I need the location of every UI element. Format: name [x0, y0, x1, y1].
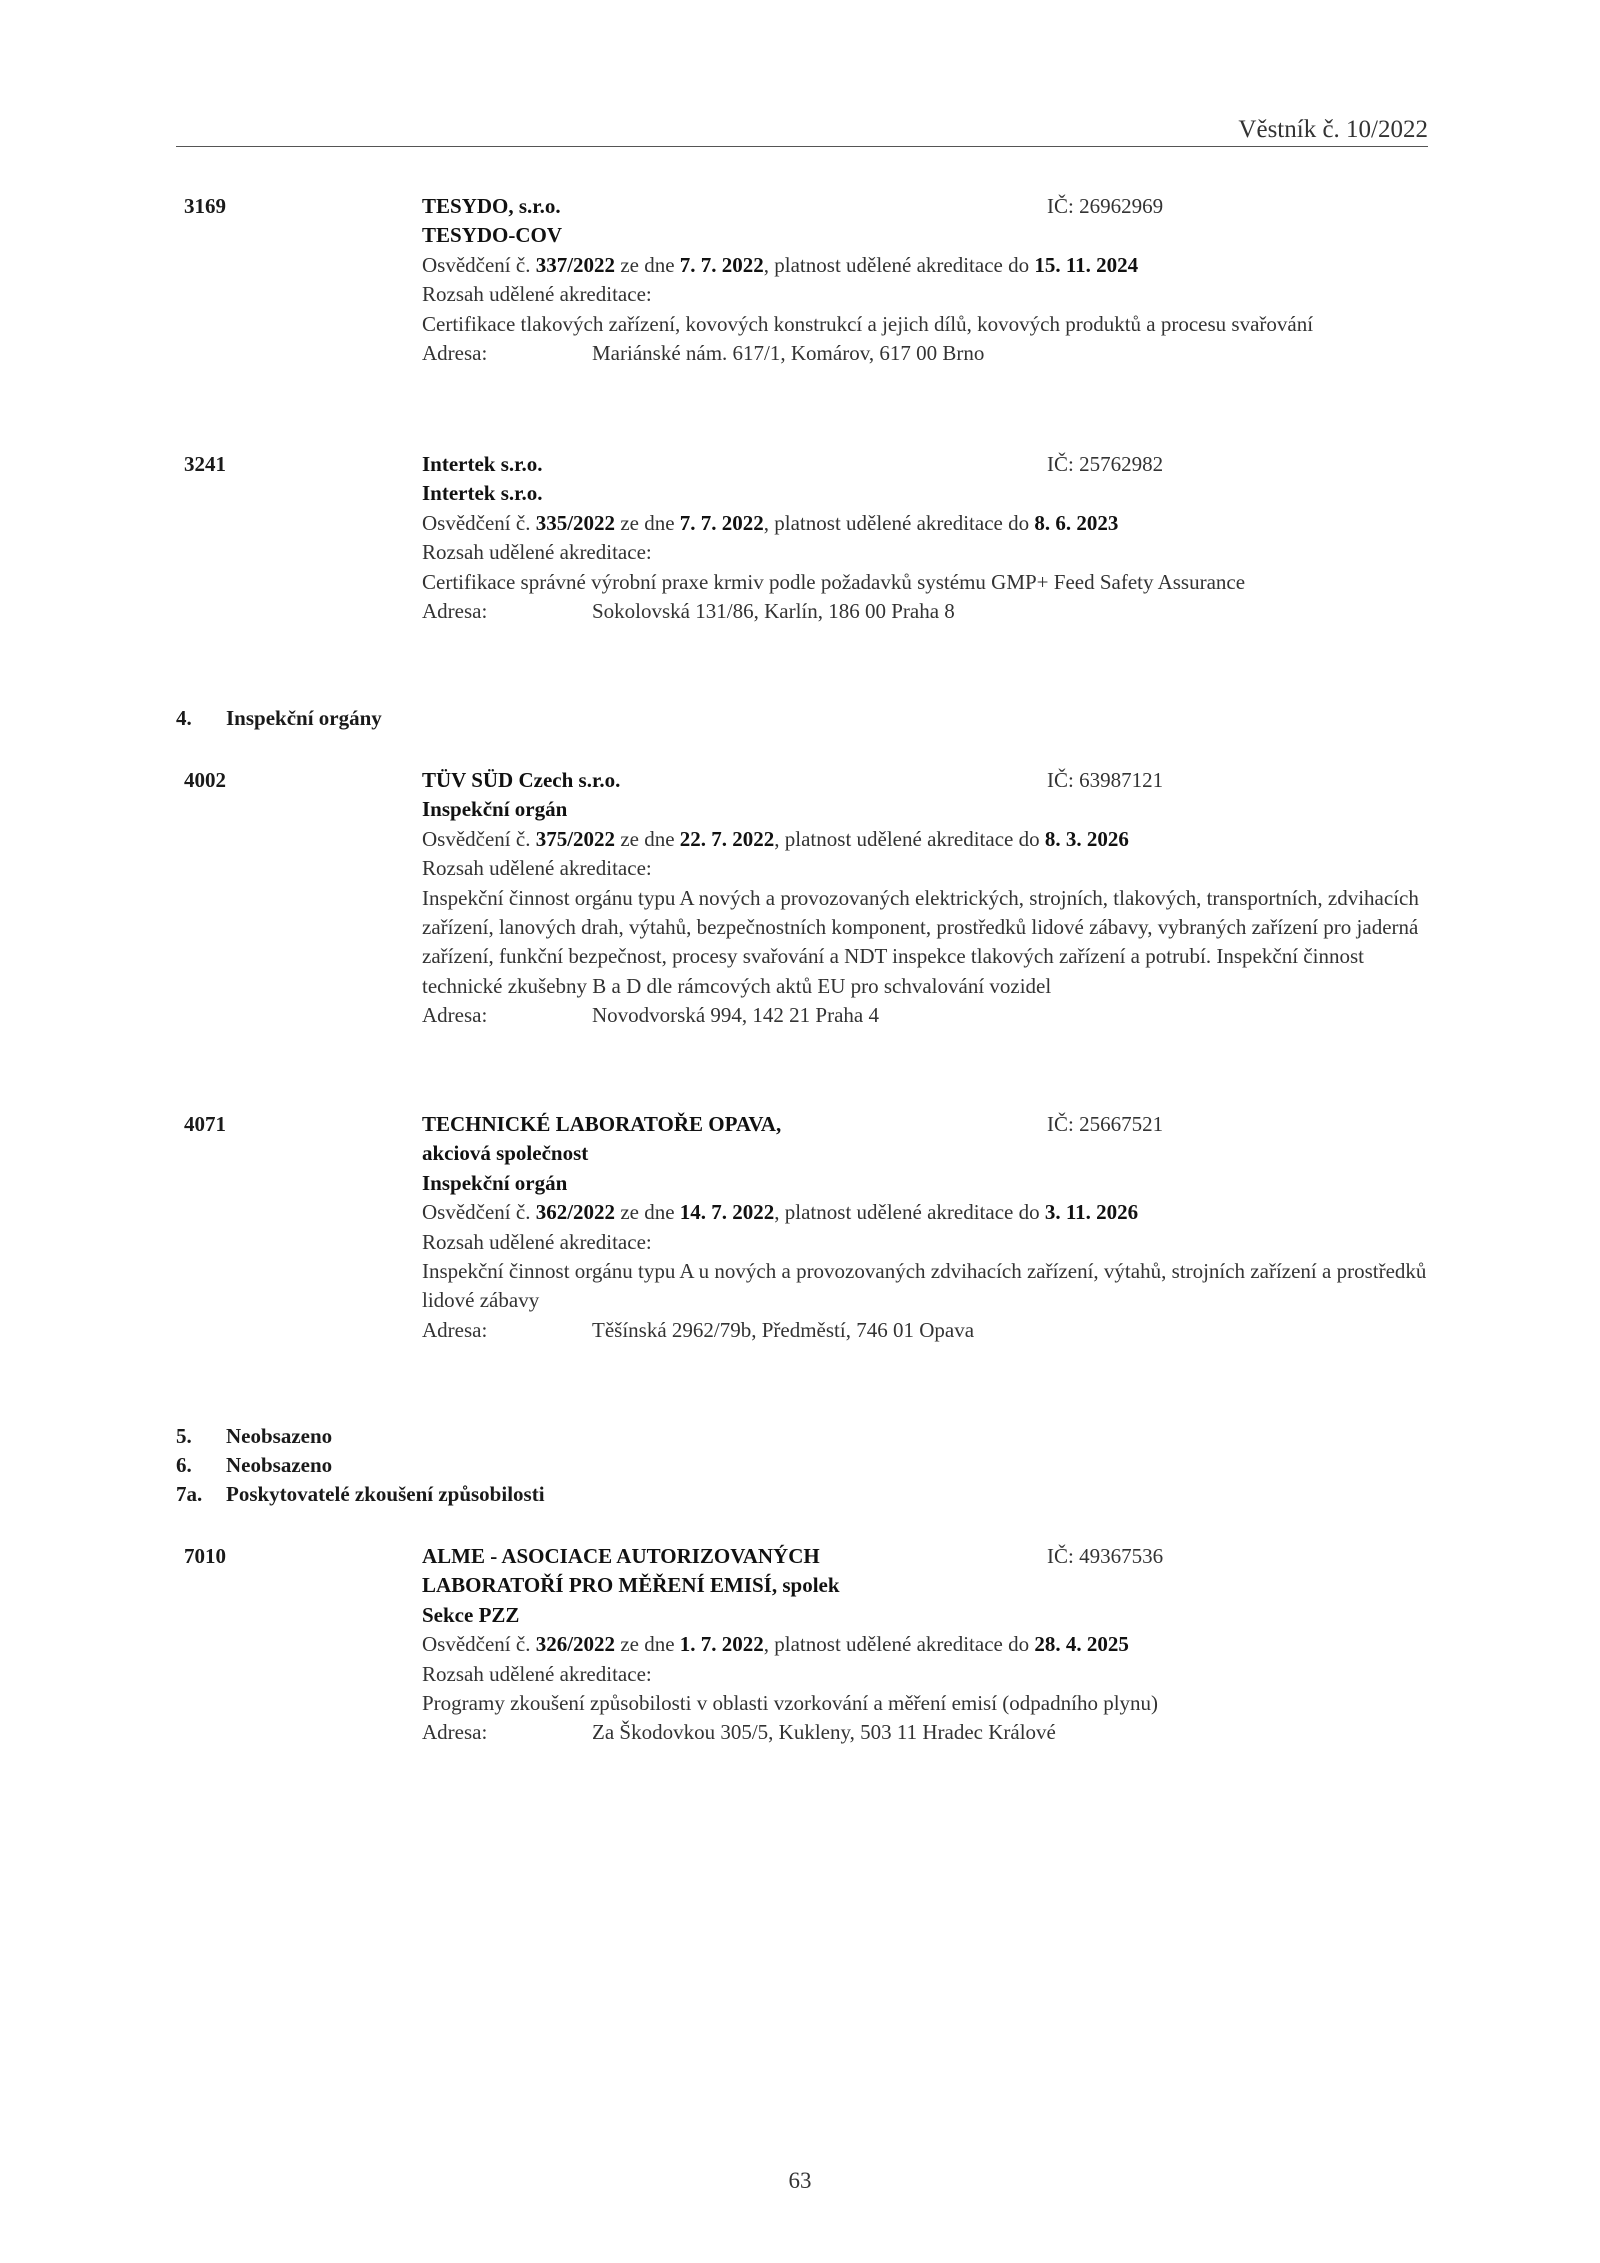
entry-address: Adresa: Sokolovská 131/86, Karlín, 186 00 Praha 8: [422, 598, 955, 623]
section-heading-4: 4. Inspekční orgány: [176, 706, 382, 730]
entry-certificate: Osvědčení č. 335/2022 ze dne 7. 7. 2022, platnost udělené akreditace do 8. 6. 2023: [422, 510, 1119, 535]
entry-scope-label: Rozsah udělené akreditace:: [422, 282, 652, 307]
entry-name: Intertek s.r.o.: [422, 452, 543, 476]
entry-scope-label: Rozsah udělené akreditace:: [422, 540, 652, 565]
entry-certificate: Osvědčení č. 362/2022 ze dne 14. 7. 2022, platnost udělené akreditace do 3. 11. 2026: [422, 1200, 1139, 1225]
header-divider: [176, 146, 1428, 147]
entry-ic: IČ: 26962969: [1047, 194, 1164, 218]
entry-subname: Inspekční orgán: [422, 797, 568, 822]
entry-scope: Certifikace tlakových zařízení, kovových konstrukcí a jejich dílů, kovových produktů a procesu svařování: [422, 311, 1314, 336]
entry-scope: Inspekční činnost orgánu typu A u nových a provozovaných zdvihacích zařízení, výtahů, strojních zařízení a prostředků lidové zábavy: [422, 1258, 1427, 1313]
entry-certificate: Osvědčení č. 326/2022 ze dne 1. 7. 2022, platnost udělené akreditace do 28. 4. 2025: [422, 1632, 1129, 1657]
entry-address: Adresa: Novodvorská 994, 142 21 Praha 4: [422, 1003, 879, 1028]
entry-name-continued: akciová společnost: [422, 1141, 589, 1166]
entry-code: 3241: [184, 452, 226, 476]
entry-subname: Inspekční orgán: [422, 1170, 568, 1195]
entry-name: ALME - ASOCIACE AUTORIZOVANÝCH: [422, 1544, 820, 1568]
entry-ic: IČ: 49367536: [1047, 1544, 1164, 1568]
entry-name: TÜV SÜD Czech s.r.o.: [422, 768, 621, 792]
entry-name: TECHNICKÉ LABORATOŘE OPAVA,: [422, 1112, 782, 1136]
entry-scope: Inspekční činnost orgánu typu A nových a provozovaných elektrických, strojních, tlakových, transportních, zdvihacích zařízení, lanových drah, výtahů, bezpečnostních komponent, prostředků lidové zábavy, vybraných zařízení pro jaderná zařízení, funkční bezpečnost, procesy svařování a NDT inspekce tlakových zařízení a potrubí. Inspekční činnost technické zkušebny B a D dle rámcových aktů EU pro schvalování vozidel: [422, 885, 1419, 998]
section-heading-5: 5. Neobsazeno: [176, 1424, 333, 1448]
page-number: 63: [788, 2168, 812, 2193]
entry-certificate: Osvědčení č. 337/2022 ze dne 7. 7. 2022, platnost udělené akreditace do 15. 11. 2024: [422, 252, 1139, 277]
entry-scope-label: Rozsah udělené akreditace:: [422, 1229, 652, 1254]
entry-name-continued: LABORATOŘÍ PRO MĚŘENÍ EMISÍ, spolek: [422, 1573, 840, 1598]
entry-address: Adresa: Za Škodovkou 305/5, Kukleny, 503 11 Hradec Králové: [422, 1720, 1056, 1745]
entry-ic: IČ: 25762982: [1047, 452, 1164, 476]
entry-code: 7010: [184, 1544, 226, 1568]
entry-address: Adresa: Těšínská 2962/79b, Předměstí, 746 01 Opava: [422, 1317, 975, 1342]
entry-scope-label: Rozsah udělené akreditace:: [422, 1661, 652, 1686]
entry-certificate: Osvědčení č. 375/2022 ze dne 22. 7. 2022, platnost udělené akreditace do 8. 3. 2026: [422, 826, 1129, 851]
entry-scope: Programy zkoušení způsobilosti v oblasti vzorkování a měření emisí (odpadního plynu): [422, 1690, 1159, 1715]
entry-scope: Certifikace správné výrobní praxe krmiv podle požadavků systému GMP+ Feed Safety Assurance: [422, 569, 1246, 594]
entry-subname: Intertek s.r.o.: [422, 481, 543, 506]
entry-ic: IČ: 25667521: [1047, 1112, 1164, 1136]
entry-subname: TESYDO-COV: [422, 223, 563, 248]
entry-code: 3169: [184, 194, 226, 218]
entry-name: TESYDO, s.r.o.: [422, 194, 561, 218]
section-heading-7a: 7a. Poskytovatelé zkoušení způsobilosti: [176, 1482, 545, 1506]
entry-ic: IČ: 63987121: [1047, 768, 1164, 792]
entry-subname: Sekce PZZ: [422, 1602, 520, 1627]
entry-scope-label: Rozsah udělené akreditace:: [422, 856, 652, 881]
section-heading-6: 6. Neobsazeno: [176, 1453, 333, 1477]
entry-code: 4002: [184, 768, 226, 792]
bulletin-title: Věstník č. 10/2022: [1238, 116, 1428, 143]
entry-code: 4071: [184, 1112, 226, 1136]
entry-address: Adresa: Mariánské nám. 617/1, Komárov, 617 00 Brno: [422, 340, 985, 365]
